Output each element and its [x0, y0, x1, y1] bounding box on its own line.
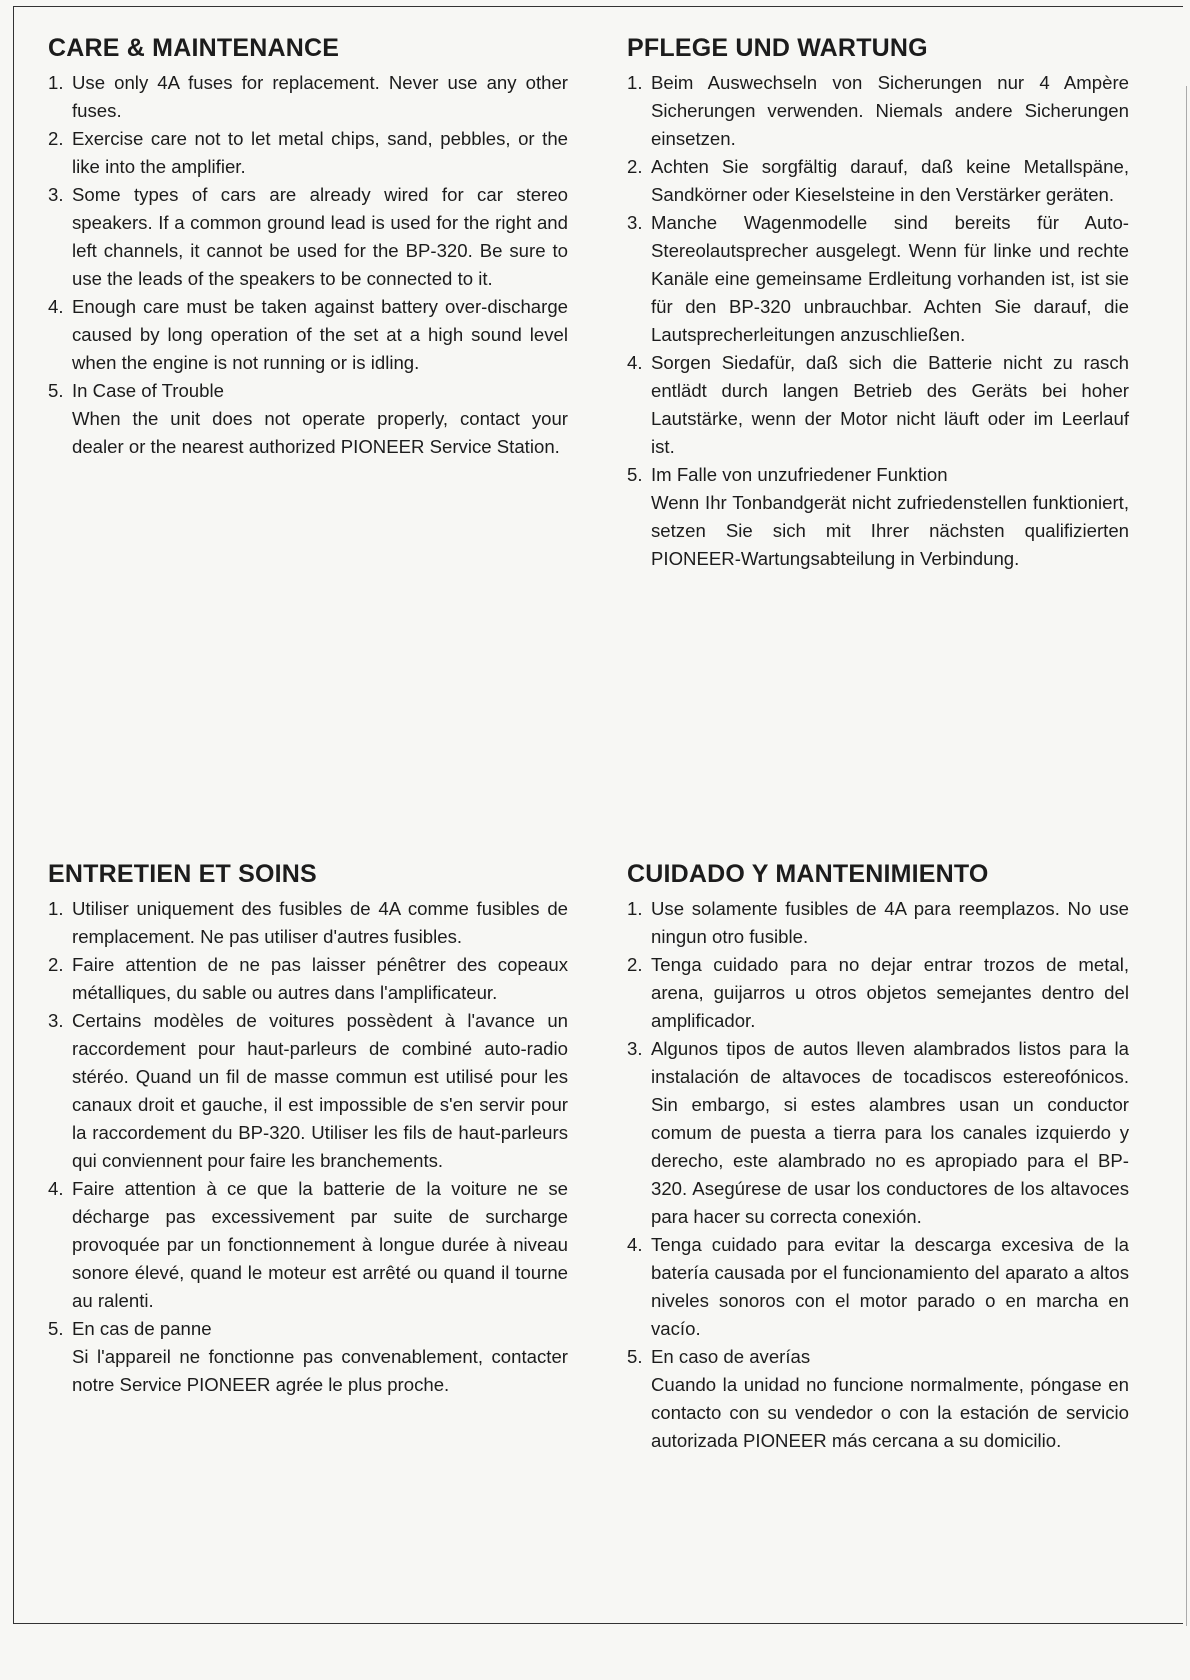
item-text: Sorgen Siedafür, daß sich die Batterie nicht zu rasch entlädt durch langen Betrieb des Geräts bei hoher Lautstärke, wenn der Motor nicht läuft oder im Leerlauf ist. [651, 352, 1129, 457]
list-item [627, 69, 1129, 153]
item-number: 5. [48, 1318, 64, 1339]
item-subtext: Si l'appareil ne fonctionne pas convenablement, contacter notre Service PIONEER agrée le plus proche. [72, 1346, 568, 1395]
item-text: Algunos tipos de autos lleven alambrados listos para la instalación de altavoces de tocadiscos estereofónicos. Sin embargo, si estes alambres usan un conductor comum de puesta a tierra para los canales izquierdo y derecho, este alambrado no es apropiado para el BP-320. Asegúrese de usar los conductores de los altavoces para hacer su correcta conexión. [651, 1038, 1129, 1227]
item-number: 4. [627, 1234, 643, 1255]
item-text: Utiliser uniquement des fusibles de 4A comme fusibles de remplacement. Ne pas utiliser d'autres fusibles. [72, 898, 568, 947]
item-text: Manche Wagenmodelle sind bereits für Auto-Stereolautsprecher ausgelegt. Wenn für linke und rechte Kanäle eine gemeinsame Erdleitung vorhanden ist, ist sie für den BP-320 unbrauchbar. Achten Sie darauf, die Lautsprecherleitungen anzuschließen. [651, 212, 1129, 345]
item-text: Use solamente fusibles de 4A para reemplazos. No use ningun otro fusible. [651, 898, 1129, 947]
section-french [48, 860, 568, 1399]
item-text: Enough care must be taken against battery over-discharge caused by long operation of the set at a high sound level when the engine is not running or is idling. [72, 296, 568, 373]
list-item [627, 349, 1129, 461]
item-text: Some types of cars are already wired for car stereo speakers. If a common ground lead is used for the right and left channels, it cannot be used for the BP-320. Be sure to use the leads of the speakers to be connected to it. [72, 184, 568, 289]
item-text: Certains modèles de voitures possèdent à l'avance un raccordement pour haut-parleurs de combiné auto-radio stéréo. Quand un fil de masse commun est utilisé pour les canaux droit et gauche, il est impossible de s'en servir pour la raccordement du BP-320. Utiliser les fils de haut-parleurs qui conviennent pour faire les branchements. [72, 1010, 568, 1171]
section-german [627, 34, 1129, 573]
item-number: 2. [48, 128, 64, 149]
item-number: 3. [48, 184, 64, 205]
item-number: 4. [48, 1178, 64, 1199]
item-text: Beim Auswechseln von Sicherungen nur 4 Ampère Sicherungen verwenden. Niemals andere Sicherungen einsetzen. [651, 72, 1129, 149]
list-item [48, 377, 568, 461]
list-item [48, 181, 568, 293]
item-text: Tenga cuidado para no dejar entrar trozos de metal, arena, guijarros u otros objetos semejantes dentro del amplificador. [651, 954, 1129, 1031]
right-edge-rule [1186, 86, 1187, 1626]
item-text: Exercise care not to let metal chips, sand, pebbles, or the like into the amplifier. [72, 128, 568, 177]
list-item [48, 69, 568, 125]
section-title: PFLEGE UND WARTUNG [627, 34, 928, 62]
list-item [48, 1007, 568, 1175]
item-text: Faire attention à ce que la batterie de la voiture ne se décharge pas excessivement par suite de surcharge provoquée par un fonctionnement à longue durée à niveau sonore élevé, quand le moteur est arrêté ou quand il tourne au ralenti. [72, 1178, 568, 1311]
item-subtext: Cuando la unidad no funcione normalmente, póngase en contacto con su vendedor o con la estación de servicio autorizada PIONEER más cercana a su domicilio. [651, 1374, 1129, 1451]
item-subtext: Wenn Ihr Tonbandgerät nicht zufriedenstellen funktioniert, setzen Sie sich mit Ihrer nächsten qualifizierten PIONEER-Wartungsabteilung in Verbindung. [651, 492, 1129, 569]
list-item [48, 125, 568, 181]
item-number: 4. [627, 352, 643, 373]
list-item [48, 1315, 568, 1399]
list-item [627, 1035, 1129, 1231]
list-item [627, 895, 1129, 951]
list-item [627, 461, 1129, 573]
item-text: Tenga cuidado para evitar la descarga excesiva de la batería causada por el funcionamiento del aparato a altos niveles sonoros con el motor parado o en marcha en vacío. [651, 1234, 1129, 1339]
item-number: 3. [627, 1038, 643, 1059]
item-text: Use only 4A fuses for replacement. Never use any other fuses. [72, 72, 568, 121]
item-number: 1. [48, 72, 64, 93]
section-spanish [627, 860, 1129, 1455]
section-english [48, 34, 568, 461]
item-number: 4. [48, 296, 64, 317]
item-number: 5. [627, 464, 643, 485]
item-subtext: When the unit does not operate properly, contact your dealer or the nearest authorized PIONEER Service Station. [72, 408, 568, 457]
list-item [48, 895, 568, 951]
item-text: Faire attention de ne pas laisser pénêtrer des copeaux métalliques, du sable ou autres dans l'amplificateur. [72, 954, 568, 1003]
section-title: ENTRETIEN ET SOINS [48, 860, 317, 888]
item-text: Im Falle von unzufriedener Funktion [651, 464, 948, 485]
item-number: 3. [627, 212, 643, 233]
item-number: 2. [627, 954, 643, 975]
section-title: CARE & MAINTENANCE [48, 34, 340, 62]
item-text: Achten Sie sorgfältig darauf, daß keine Metallspäne, Sandkörner oder Kieselsteine in den Verstärker geräten. [651, 156, 1129, 205]
item-number: 2. [48, 954, 64, 975]
item-number: 5. [627, 1346, 643, 1367]
item-number: 2. [627, 156, 643, 177]
item-number: 1. [627, 898, 643, 919]
item-number: 1. [627, 72, 643, 93]
list-item [627, 1231, 1129, 1343]
list-item [48, 293, 568, 377]
list-item [627, 209, 1129, 349]
instruction-list [48, 895, 568, 1399]
section-title: CUIDADO Y MANTENIMIENTO [627, 860, 989, 888]
list-item [627, 1343, 1129, 1455]
item-text: En caso de averías [651, 1346, 811, 1367]
item-text: En cas de panne [72, 1318, 212, 1339]
instruction-list [48, 69, 568, 461]
item-number: 3. [48, 1010, 64, 1031]
list-item [627, 951, 1129, 1035]
list-item [48, 951, 568, 1007]
instruction-list [627, 895, 1129, 1455]
instruction-list [627, 69, 1129, 573]
list-item [48, 1175, 568, 1315]
item-number: 1. [48, 898, 64, 919]
item-text: In Case of Trouble [72, 380, 224, 401]
item-number: 5. [48, 380, 64, 401]
list-item [627, 153, 1129, 209]
